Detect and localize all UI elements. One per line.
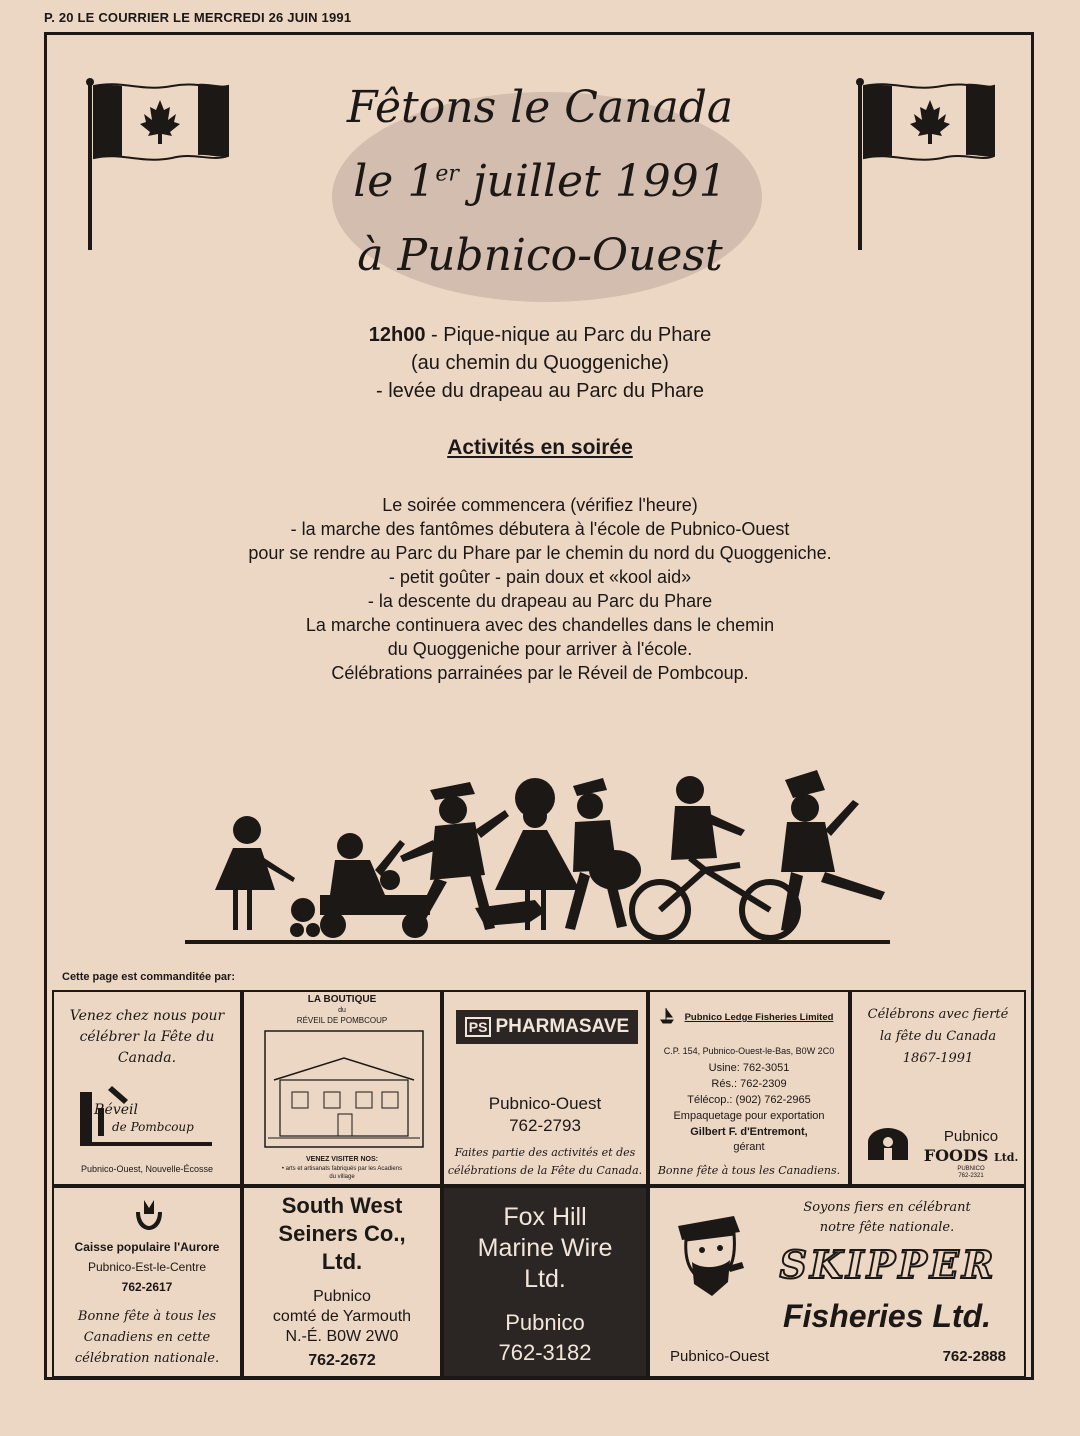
schedule-line-3: - levée du drapeau au Parc du Phare [376, 380, 704, 402]
ledge-slogan: Bonne fête à tous les Canadiens. [657, 1164, 841, 1177]
evening-line: du Quoggeniche pour arriver à l'école. [387, 639, 693, 659]
foxhill-place: Pubnico [505, 1310, 585, 1335]
sponsor-ads-grid [52, 990, 1026, 1378]
pharmasave-place: Pubnico-Ouest [488, 1094, 602, 1113]
caisse-name: Caisse populaire l'Aurore [74, 1240, 220, 1254]
sponsors-label: Cette page est commanditée par: [62, 971, 235, 983]
reveil-location: Pubnico-Ouest, Nouvelle-Écosse [80, 1164, 214, 1174]
ad-pubnico-ledge-fisheries [648, 990, 850, 1186]
evening-line: pour se rendre au Parc du Phare par le chemin du nord du Quoggeniche. [248, 543, 832, 563]
evening-line: - la marche des fantômes débutera à l'école de Pubnico-Ouest [290, 519, 790, 539]
southwest-place-3: N.-É. B0W 2W0 [285, 1328, 399, 1345]
caisse-place: Pubnico-Est-le-Centre [87, 1260, 207, 1274]
southwest-place-1: Pubnico [313, 1288, 371, 1305]
ad-boutique [242, 990, 442, 1186]
ad-pubnico-foods [850, 990, 1026, 1186]
ad-fox-hill-marine-wire [442, 1186, 648, 1378]
evening-line: - petit goûter - pain doux et «kool aid» [388, 567, 692, 587]
pharmasave-logo: PS PHARMASAVE [456, 1010, 638, 1044]
boutique-house-illustration [264, 1030, 424, 1148]
southwest-place-2: comté de Yarmouth [272, 1308, 412, 1325]
pharmasave-phone: 762-2793 [509, 1116, 581, 1135]
ledge-owner: Gilbert F. d'Entremont, [690, 1126, 808, 1138]
boutique-visit: VENEZ VISITER NOS: [306, 1156, 378, 1163]
title-line-3: à Pubnico-Ouest [357, 230, 723, 281]
pharmasave-slogan-1: Faites partie des activités et des [454, 1146, 636, 1159]
evening-line: Le soirée commencera (vérifiez l'heure) [382, 495, 698, 515]
skipper-name: Fisheries Ltd. [782, 1298, 992, 1334]
ad-caisse-populaire [52, 1186, 242, 1378]
southwest-name: South West Seiners Co., Ltd. [278, 1193, 406, 1274]
boutique-desc-2: du village [329, 1174, 355, 1180]
evening-activities-text [0, 493, 1080, 685]
ad-pharmasave [442, 990, 648, 1186]
sea-captain-icon [672, 1210, 746, 1306]
foods-small-1: PUBNICO [957, 1166, 985, 1172]
foods-small-2: 762-2321 [958, 1173, 984, 1179]
schedule-line-1: 12h00 - Pique-nique au Parc du Phare [368, 324, 712, 346]
foods-logo-icon [866, 1128, 910, 1162]
ledge-role: gérant [733, 1141, 765, 1153]
ledge-name: Pubnico Ledge Fisheries Limited [684, 1012, 834, 1023]
skipper-phone: 762-2888 [942, 1348, 1006, 1365]
reveil-logo-text-2: de Pombcoup [112, 1120, 194, 1134]
southwest-phone: 762-2672 [308, 1352, 376, 1369]
pharmasave-slogan-2: célébrations de la Fête du Canada. [447, 1164, 643, 1177]
ad-skipper-fisheries [648, 1186, 1026, 1378]
caisse-slogan: Bonne fête à tous les Canadiens en cette célébration nationale. [74, 1309, 220, 1366]
skipper-place: Pubnico-Ouest [670, 1348, 770, 1365]
foxhill-name: Fox Hill Marine Wire Ltd. [477, 1203, 613, 1293]
foxhill-phone: 762-3182 [498, 1340, 592, 1365]
evening-line: La marche continuera avec des chandelles dans le chemin [305, 615, 775, 635]
ad-south-west-seiners [242, 1186, 442, 1378]
foods-name: FOODS Ltd. [923, 1146, 1019, 1165]
boutique-du: du [338, 1007, 346, 1014]
ledge-packing: Empaquetage pour exportation [673, 1110, 825, 1122]
caisse-logo-icon [132, 1198, 166, 1232]
boutique-desc-1: • arts et artisanats fabriqués par les Acadiens [281, 1166, 403, 1172]
title-line-1: Fêtons le Canada [346, 82, 734, 133]
schedule-line-2: (au chemin du Quoggeniche) [411, 352, 669, 374]
skipper-slogan-2: notre fête nationale. [819, 1220, 955, 1235]
pharmasave-ps-icon: PS [465, 1017, 492, 1037]
ad-reveil-de-pombcoup [52, 990, 242, 1186]
ledge-fax: Télécop.: (902) 762-2965 [687, 1094, 811, 1106]
caisse-phone: 762-2617 [121, 1280, 173, 1294]
children-parade-illustration [185, 760, 895, 950]
foods-slogan: Célébrons avec fierté la fête du Canada 1867-1991 [867, 1007, 1009, 1066]
skipper-logo-text: SKIPPER [779, 1242, 997, 1287]
skipper-slogan-1: Soyons fiers en célébrant [803, 1200, 971, 1215]
ledge-residence: Rés.: 762-2309 [711, 1078, 787, 1090]
evening-activities-title: Activités en soirée [447, 436, 633, 459]
page-header: P. 20 LE COURRIER LE MERCREDI 26 JUIN 1991 [44, 10, 352, 25]
title-line-2: le 1er juillet 1991 [353, 156, 727, 207]
boutique-title: LA BOUTIQUE [307, 994, 377, 1005]
evening-line: - la descente du drapeau au Parc du Phare [367, 591, 713, 611]
evening-line: Célébrations parrainées par le Réveil de Pombcoup. [331, 663, 749, 683]
boutique-subtitle: RÉVEIL DE POMBCOUP [296, 1016, 388, 1025]
ledge-usine: Usine: 762-3051 [708, 1062, 790, 1074]
ledge-address: C.P. 154, Pubnico-Ouest-le-Bas, B0W 2C0 [663, 1046, 835, 1056]
reveil-slogan: Venez chez nous pour célébrer la Fête du Canada. [69, 1008, 225, 1066]
reveil-logo-text-1: Réveil [94, 1102, 138, 1118]
foods-place: Pubnico [943, 1128, 999, 1145]
